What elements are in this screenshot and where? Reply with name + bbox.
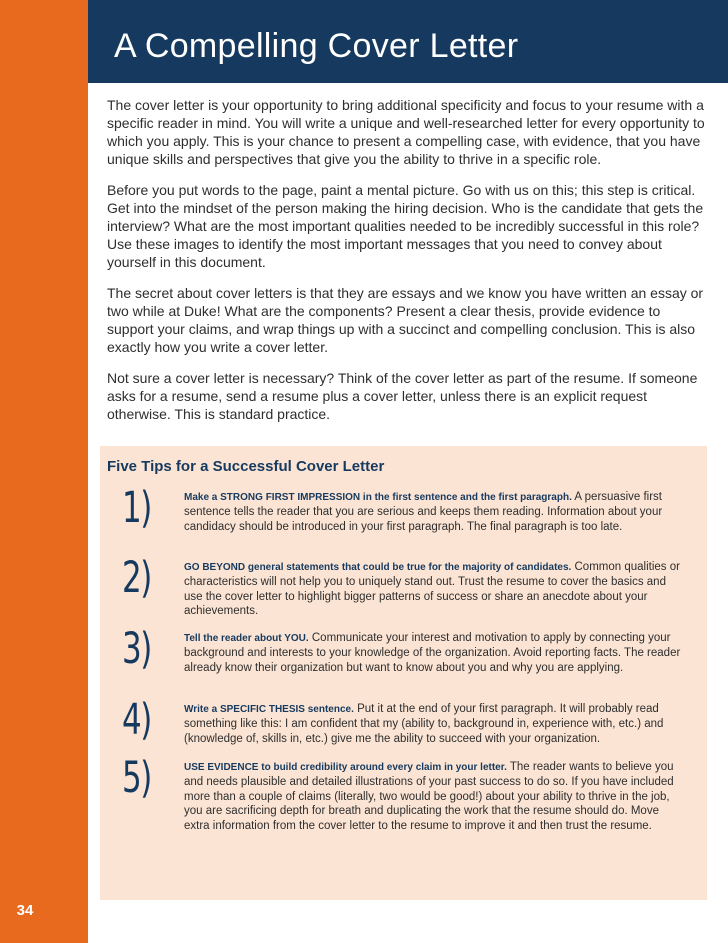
paragraph-4: Not sure a cover letter is necessary? Think of the cover letter as part of the resume. If someone asks for a resume, send a resume plus a cover letter, unless there is an explicit request otherwise. This is standard practice. xyxy=(107,370,698,422)
page-number: 34 xyxy=(16,902,34,919)
tip-lead: Write a SPECIFIC THESIS sentence. xyxy=(184,704,354,715)
tip-body: Communicate your interest and motivation to apply by connecting your background and interests to your knowledge of the organization. Avoid reporting facts. The reader already know their organization but want to know about you and why you are applying. xyxy=(184,632,681,674)
tip-number: 1) xyxy=(122,483,151,533)
page-title: A Compelling Cover Letter xyxy=(114,27,519,65)
tip-text xyxy=(184,631,687,675)
tip-body: The reader wants to believe you and needs plausible and detailed illustrations of your past success to do so. If you have included more than a couple of claims (literally, two would be good!) about your ability to thrive in the job, you are sacrificing depth for breath and duplicating the work that the resume should do. Move extra information from the cover letter to the resume to improve it and then trust the resume. xyxy=(184,761,674,832)
tip-text xyxy=(184,490,687,534)
tip-lead: USE EVIDENCE to build credibility around every claim in your letter. xyxy=(184,762,507,773)
tip-lead: GO BEYOND general statements that could be true for the majority of candidates. xyxy=(184,562,572,573)
tips-box xyxy=(100,446,707,900)
tip-text xyxy=(184,560,687,619)
orange-sidebar xyxy=(0,0,88,943)
tip-body: Common qualities or characteristics will not help you to uniquely stand out. Trust the resume to cover the basics and use the cover letter to highlight bigger patterns of success or share an anecdote about your achievements. xyxy=(184,561,680,618)
intro-text xyxy=(107,96,707,436)
tip-body: A persuasive first sentence tells the reader that you are serious and keeps them reading. Information about your candidacy should be introduced in your first paragraph. The final paragraph is too late. xyxy=(184,491,663,533)
paragraph-3: The secret about cover letters is that they are essays and we know you have written an essay or two while at Duke! What are the components? Present a clear thesis, provide evidence to support your claims, and wrap things up with a succinct and compelling conclusion. This is also exactly how you write a cover letter. xyxy=(107,285,704,355)
tip-number: 3) xyxy=(122,624,151,674)
tip-text xyxy=(184,760,687,833)
tip-lead: Tell the reader about YOU. xyxy=(184,633,309,644)
tips-heading: Five Tips for a Successful Cover Letter xyxy=(107,458,385,475)
tip-body: Put it at the end of your first paragraph. It will probably read something like this: I am confident that my (ability to, background in, experience with, etc.) and (knowledge of, skills in, etc.) give me the ability to succeed with your organization. xyxy=(184,703,664,745)
title-banner xyxy=(88,0,728,83)
tip-text xyxy=(184,702,687,746)
tip-number: 5) xyxy=(122,753,151,803)
paragraph-1: The cover letter is your opportunity to bring additional specificity and focus to your resume with a specific reader in mind. You will write a unique and well-researched letter for every opportunity to which you apply. This is your chance to present a compelling case, with evidence, that you have unique skills and perspectives that give you the ability to thrive in a specific role. xyxy=(107,97,705,167)
paragraph-2: Before you put words to the page, paint a mental picture. Go with us on this; this step is critical. Get into the mindset of the person making the hiring decision. Who is the candidate that gets the interview? What are the most important qualities needed to be incredibly successful in this role? Use these images to identify the most important messages that you need to convey about yourself in this document. xyxy=(107,182,704,270)
tip-number: 2) xyxy=(122,553,151,603)
tip-number: 4) xyxy=(122,695,151,745)
tip-lead: Make a STRONG FIRST IMPRESSION in the first sentence and the first paragraph. xyxy=(184,492,572,503)
